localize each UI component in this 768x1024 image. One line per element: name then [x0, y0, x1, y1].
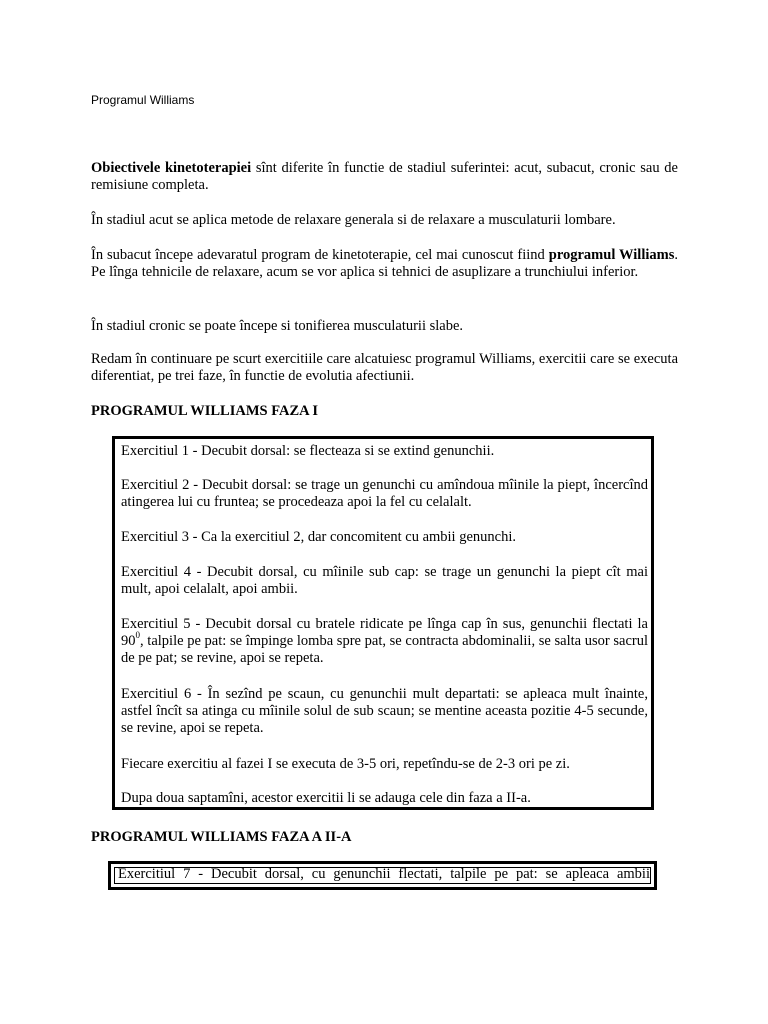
phase-1-note-2: Dupa doua saptamîni, acestor exercitii li se adauga cele din faza a II-a. — [121, 790, 531, 806]
exercise-1: Exercitiul 1 - Decubit dorsal: se flecteaza si se extind genunchii. — [121, 443, 495, 459]
intro-paragraph-5: Redam în continuare pe scurt exercitiile care alcatuiesc programul Williams, exercitii care se executa diferentiat, pe trei faze, în functie de evolutia afectiunii. — [91, 351, 678, 384]
phase-1-heading: PROGRAMUL WILLIAMS FAZA I — [91, 403, 319, 419]
exercise-6: Exercitiul 6 - În sezînd pe scaun, cu genunchii mult departati: se apleaca mult înainte, astfel încît sa atinga cu mîinile solul de sub scaun; se mentine aceasta pozitie 4-5 secunde, se revine, apoi se repeta. — [121, 686, 648, 736]
exercise-text: , talpile pe pat: se împinge lomba spre pat, se contracta abdominalii, se salta usor sacrul de pe pat; se revine, apoi se repeta. — [121, 633, 648, 666]
phase-2-heading: PROGRAMUL WILLIAMS FAZA A II-A — [91, 829, 352, 845]
document-title: Programul Williams — [91, 93, 195, 107]
exercise-7: Exercitiul 7 - Decubit dorsal, cu genunchii flectati, talpile pe pat: se apleaca ambii — [118, 866, 650, 882]
exercise-5 — [121, 616, 648, 667]
paragraph-text: sînt diferite în functie de stadiul suferintei: acut, subacut, cronic sau de remisiune completa. — [91, 160, 678, 193]
paragraph-text: În subacut începe adevaratul program de kinetoterapie, cel mai cunoscut fiind — [91, 247, 549, 263]
intro-paragraph-3 — [91, 247, 678, 281]
exercise-2: Exercitiul 2 - Decubit dorsal: se trage un genunchi cu amîndoua mîinile la piept, încercînd atingerea lui cu fruntea; se procedeaza apoi la fel cu celalalt. — [121, 477, 648, 510]
exercise-text: Exercitiul 5 - Decubit dorsal cu bratele ridicate pe lînga cap în sus, genunchii flectati la 90 — [121, 616, 648, 649]
intro-paragraph-1 — [91, 160, 678, 194]
bold-term: Obiectivele kinetoterapiei — [91, 160, 252, 176]
paragraph-text: . Pe lînga tehnicile de relaxare, acum se vor aplica si tehnici de asuplizare a trunchiului inferior. — [91, 247, 678, 280]
intro-paragraph-4: În stadiul cronic se poate începe si tonifierea musculaturii slabe. — [91, 318, 464, 334]
bold-term: programul Williams — [548, 247, 675, 263]
exercise-3: Exercitiul 3 - Ca la exercitiul 2, dar concomitent cu ambii genunchi. — [121, 529, 516, 545]
degree-superscript: 0 — [135, 630, 140, 640]
phase-1-note-1: Fiecare exercitiu al fazei I se executa de 3-5 ori, repetîndu-se de 2-3 ori pe zi. — [121, 756, 570, 772]
intro-paragraph-2: În stadiul acut se aplica metode de relaxare generala si de relaxare a musculaturii lombare. — [91, 212, 616, 228]
exercise-4: Exercitiul 4 - Decubit dorsal, cu mîinile sub cap: se trage un genunchi la piept cît mai mult, apoi celalalt, apoi ambii. — [121, 564, 648, 597]
